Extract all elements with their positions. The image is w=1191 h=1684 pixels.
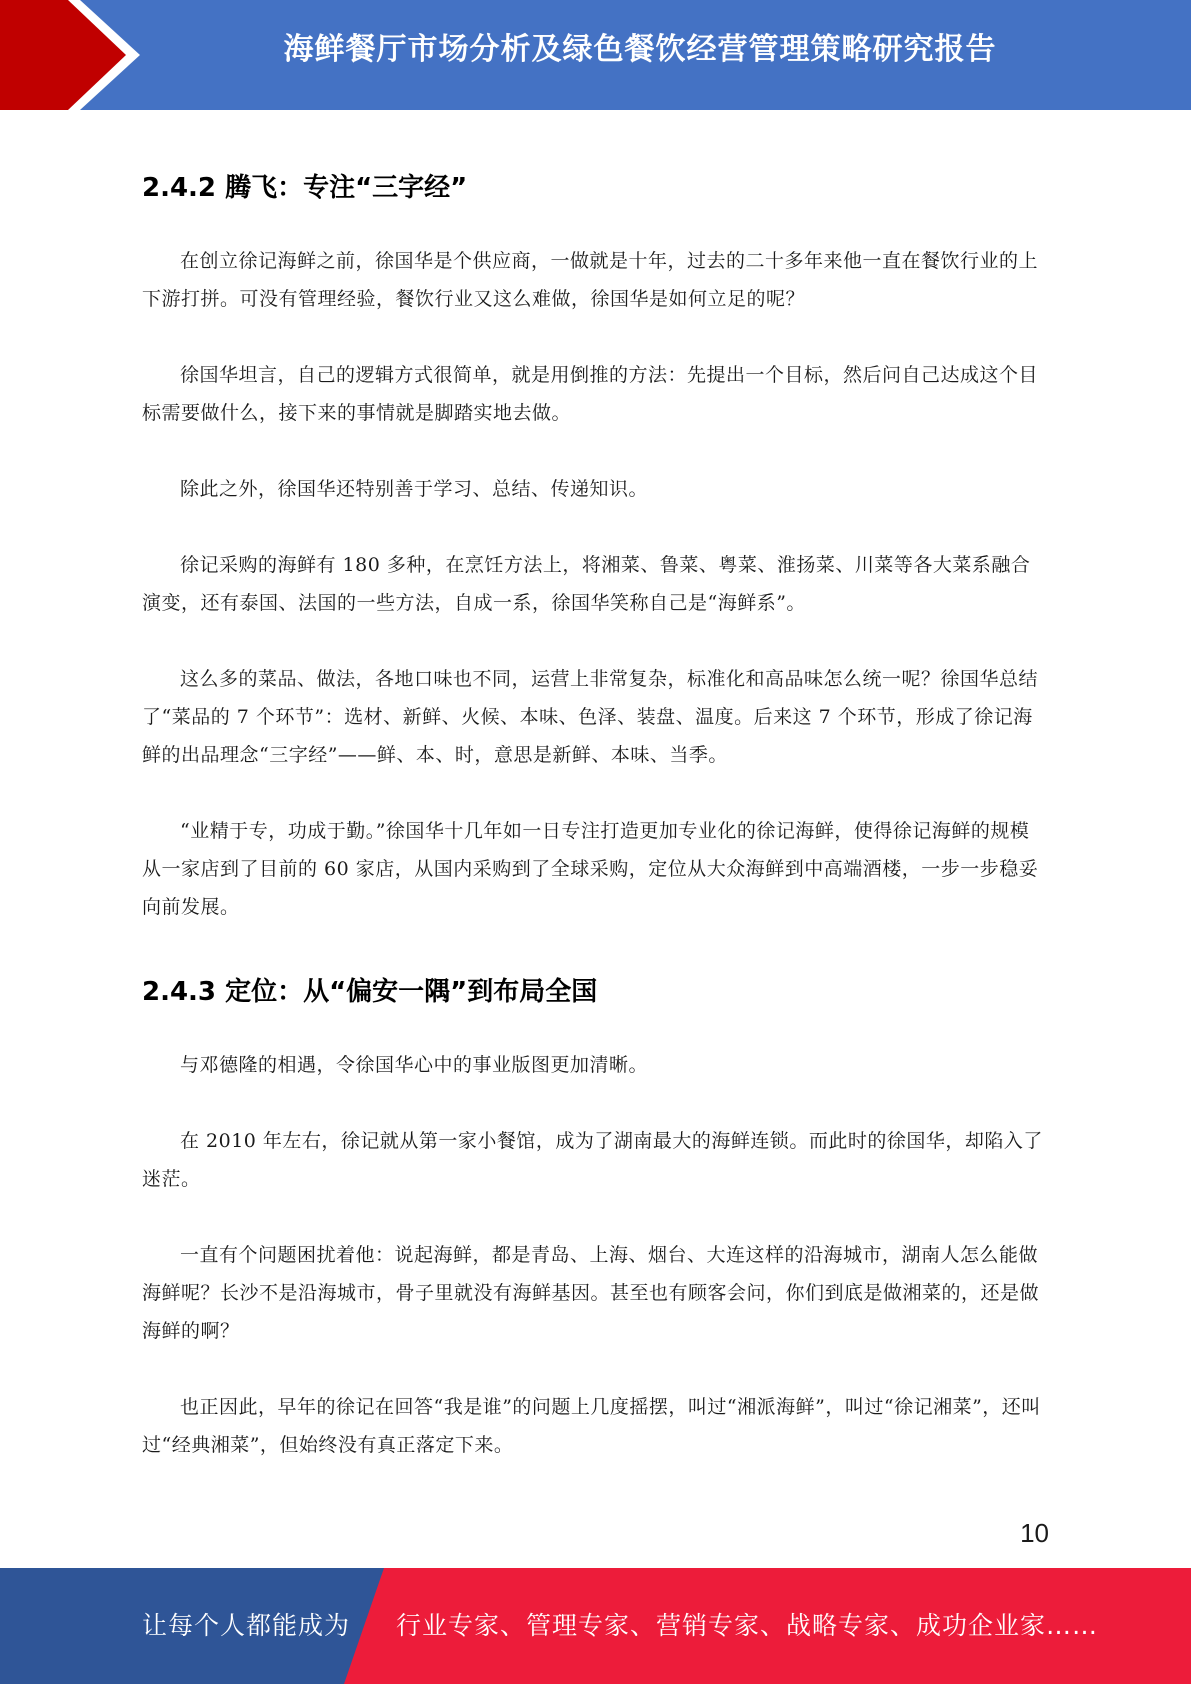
footer-slogan-right: 行业专家、管理专家、营销专家、战略专家、成功企业家…… <box>396 1611 1099 1640</box>
paragraph: 这么多的菜品、做法，各地口味也不同，运营上非常复杂，标准化和高品味怎么统一呢？徐国华总结了“菜品的 7 个环节”：选材、新鲜、火候、本味、色泽、装盘、温度。后来这 7 个环节，形成了徐记海鲜的出品理念“三字经”——鲜、本、时，意思是新鲜、本味、当季。 <box>142 668 1039 766</box>
paragraph: 与邓德隆的相遇，令徐国华心中的事业版图更加清晰。 <box>180 1054 649 1076</box>
report-title: 海鲜餐厅市场分析及绿色餐饮经营管理策略研究报告 <box>283 32 997 67</box>
section-heading-2-4-2: 2.4.2 腾飞：专注“三字经” <box>142 173 468 203</box>
footer-slogan-left: 让每个人都能成为 <box>142 1611 351 1640</box>
paragraph: 在 2010 年左右，徐记就从第一家小餐馆，成为了湖南最大的海鲜连锁。而此时的徐国华，却陷入了迷茫。 <box>142 1130 1043 1190</box>
paragraph: 一直有个问题困扰着他：说起海鲜，都是青岛、上海、烟台、大连这样的沿海城市，湖南人怎么能做海鲜呢？长沙不是沿海城市，骨子里就没有海鲜基因。甚至也有顾客会问，你们到底是做湘菜的，还是做海鲜的啊？ <box>142 1244 1040 1342</box>
paragraph: 在创立徐记海鲜之前，徐国华是个供应商，一做就是十年，过去的二十多年来他一直在餐饮行业的上下游打拼。可没有管理经验，餐饮行业又这么难做，徐国华是如何立足的呢？ <box>142 250 1039 310</box>
paragraph: 徐国华坦言，自己的逻辑方式很简单，就是用倒推的方法：先提出一个目标，然后问自己达成这个目标需要做什么，接下来的事情就是脚踏实地去做。 <box>142 364 1039 424</box>
paragraph: 也正因此，早年的徐记在回答“我是谁”的问题上几度摇摆，叫过“湘派海鲜”，叫过“徐记湘菜”，还叫过“经典湘菜”，但始终没有真正落定下来。 <box>142 1396 1041 1456</box>
document-body <box>142 160 1047 1502</box>
page-number: 10 <box>1020 1518 1049 1548</box>
section-heading-2-4-3: 2.4.3 定位：从“偏安一隅”到布局全国 <box>142 977 598 1007</box>
paragraph: “业精于专，功成于勤。”徐国华十几年如一日专注打造更加专业化的徐记海鲜，使得徐记海鲜的规模从一家店到了目前的 60 家店，从国内采购到了全球采购，定位从大众海鲜到中高端酒楼，一步一步稳妥向前发展。 <box>142 820 1039 918</box>
paragraph: 除此之外，徐国华还特别善于学习、总结、传递知识。 <box>180 478 649 500</box>
page-header <box>0 0 1191 110</box>
page-footer <box>0 1568 1191 1684</box>
paragraph: 徐记采购的海鲜有 180 多种，在烹饪方法上，将湘菜、鲁菜、粤菜、淮扬菜、川菜等各大菜系融合演变，还有泰国、法国的一些方法，自成一系，徐国华笑称自己是“海鲜系”。 <box>142 554 1031 614</box>
